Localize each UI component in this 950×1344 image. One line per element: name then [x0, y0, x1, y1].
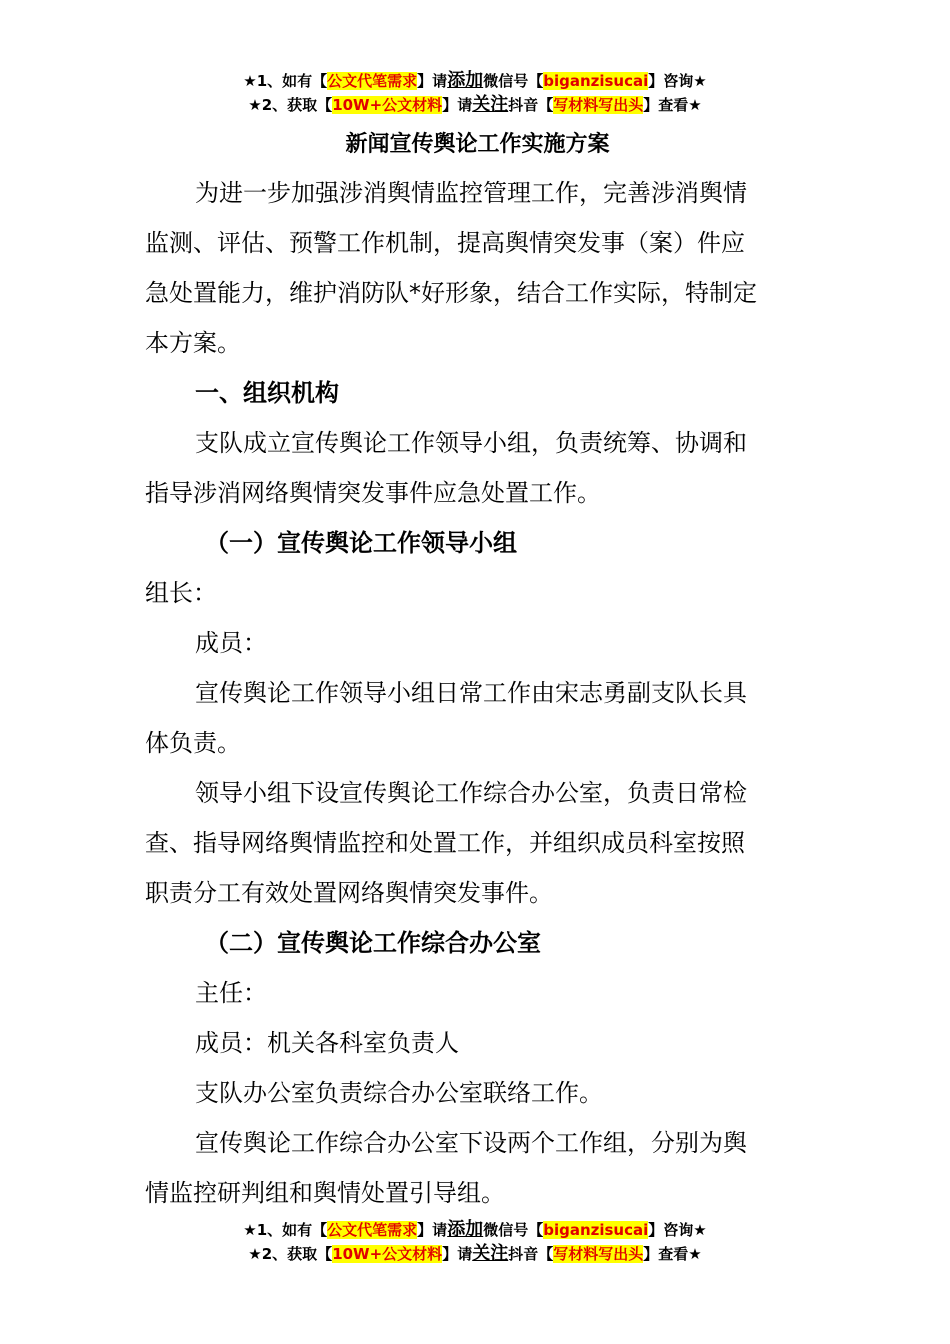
- banner-text: 】查看★: [643, 1245, 702, 1263]
- banner-text: 】查看★: [643, 96, 702, 114]
- intro-line: 急处置能力，维护消防队*好形象，结合工作实际，特制定: [145, 279, 757, 307]
- banner-highlight: 10W+公文材料: [332, 96, 443, 114]
- banner-douyin-id: 写材料写出头: [553, 1245, 644, 1263]
- banner-text: 】请: [442, 96, 473, 114]
- banner-douyin-id: 写材料写出头: [553, 96, 644, 114]
- daily-work-line: 宣传舆论工作领导小组日常工作由宋志勇副支队长具: [195, 679, 747, 707]
- intro-line: 本方案。: [145, 329, 241, 357]
- groups-line: 情监控研判组和舆情处置引导组。: [145, 1179, 505, 1207]
- banner-highlight: 公文代笔需求: [327, 72, 418, 90]
- bottom-banner: [0, 1218, 950, 1266]
- intro-line: 为进一步加强涉消舆情监控管理工作，完善涉消舆情: [195, 179, 747, 207]
- banner-text: 】请: [417, 72, 448, 90]
- banner-underline: 关注: [472, 1243, 509, 1264]
- banner-text: 抖音【: [508, 96, 554, 114]
- top-banner: [0, 69, 950, 117]
- banner-text: 微信号【: [483, 72, 544, 90]
- banner-text: ★2、获取【: [248, 96, 333, 114]
- banner-text: ★1、如有【: [243, 1221, 328, 1239]
- banner-text: 】请: [442, 1245, 473, 1263]
- leader-line: 组长：: [145, 579, 217, 607]
- banner-underline: 关注: [472, 94, 509, 115]
- members-line: 成员：: [195, 629, 267, 657]
- daily-work-line: 体负责。: [145, 729, 241, 757]
- banner-highlight: 公文代笔需求: [327, 1221, 418, 1239]
- groups-line: 宣传舆论工作综合办公室下设两个工作组，分别为舆: [195, 1129, 747, 1157]
- section1-line: 支队成立宣传舆论工作领导小组，负责统筹、协调和: [195, 429, 747, 457]
- banner-text: ★1、如有【: [243, 72, 328, 90]
- banner-line-1: [0, 1218, 950, 1242]
- banner-highlight: 10W+公文材料: [332, 1245, 443, 1263]
- banner-text: 抖音【: [508, 1245, 554, 1263]
- director-line: 主任：: [195, 979, 267, 1007]
- banner-wechat-id: biganzisucai: [543, 72, 649, 90]
- subsection-heading-1: （一）宣传舆论工作领导小组: [205, 529, 517, 557]
- banner-wechat-id: biganzisucai: [543, 1221, 649, 1239]
- office-setup-line: 职责分工有效处置网络舆情突发事件。: [145, 879, 553, 907]
- office-setup-line: 领导小组下设宣传舆论工作综合办公室，负责日常检: [195, 779, 747, 807]
- banner-underline: 添加: [447, 70, 484, 91]
- section1-line: 指导涉消网络舆情突发事件应急处置工作。: [145, 479, 601, 507]
- banner-text: 】咨询★: [648, 1221, 707, 1239]
- banner-line-2: [0, 93, 950, 117]
- liaison-line: 支队办公室负责综合办公室联络工作。: [195, 1079, 603, 1107]
- intro-line: 监测、评估、预警工作机制，提高舆情突发事（案）件应: [145, 229, 745, 257]
- office-setup-line: 查、指导网络舆情监控和处置工作，并组织成员科室按照: [145, 829, 745, 857]
- document-body: [145, 126, 810, 1218]
- banner-text: 】咨询★: [648, 72, 707, 90]
- office-members-line: 成员：机关各科室负责人: [195, 1029, 459, 1057]
- section-heading-1: 一、组织机构: [195, 379, 339, 407]
- banner-line-1: [0, 69, 950, 93]
- banner-line-2: [0, 1242, 950, 1266]
- banner-text: ★2、获取【: [248, 1245, 333, 1263]
- banner-underline: 添加: [447, 1219, 484, 1240]
- banner-text: 微信号【: [483, 1221, 544, 1239]
- subsection-heading-2: （二）宣传舆论工作综合办公室: [205, 929, 541, 957]
- banner-text: 】请: [417, 1221, 448, 1239]
- document-title: 新闻宣传舆论工作实施方案: [345, 132, 610, 157]
